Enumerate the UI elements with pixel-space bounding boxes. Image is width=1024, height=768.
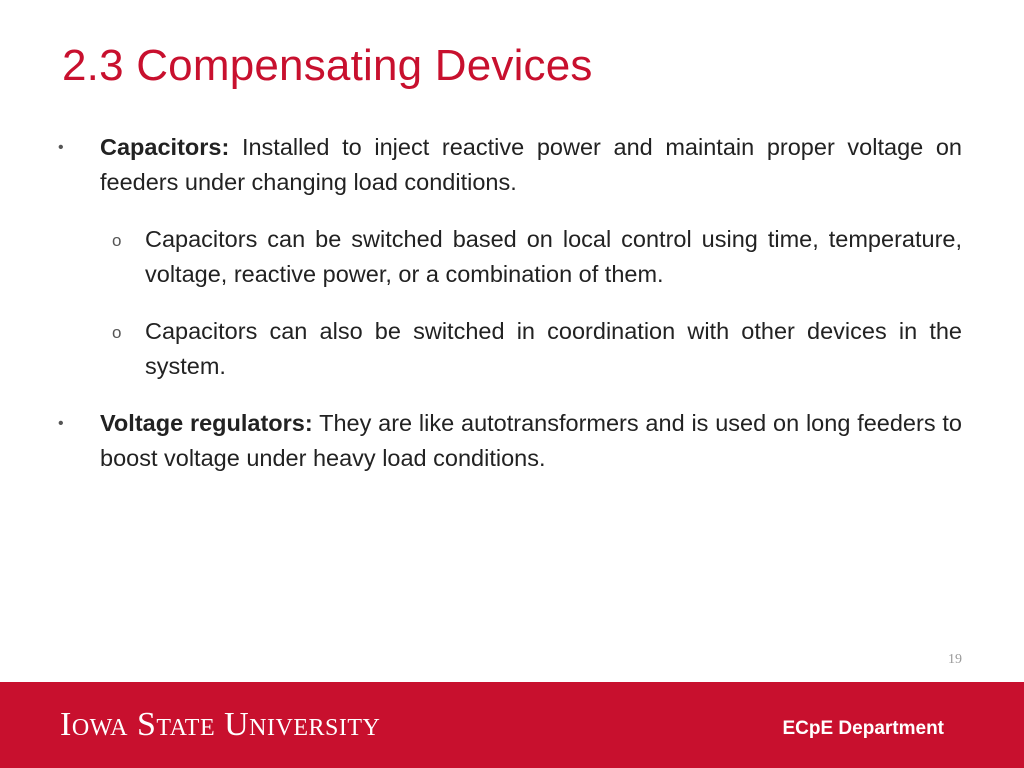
- subbullet-text: Capacitors can be switched based on local control using time, temperature, voltage, reactive power, or a combination of them.: [145, 226, 962, 287]
- footer-bar: [0, 682, 1024, 768]
- bullet-text: Installed to inject reactive power and maintain proper voltage on feeders under changing load conditions.: [100, 134, 962, 195]
- bullet-marker: •: [58, 415, 64, 432]
- bullet-label: Voltage regulators:: [100, 410, 313, 436]
- university-logo-text: Iowa State University: [60, 706, 381, 743]
- bullet-item-capacitors: [58, 130, 962, 200]
- bullet-marker: •: [58, 139, 64, 156]
- slide-content: [58, 130, 962, 476]
- subbullet-marker: o: [112, 323, 122, 342]
- page-number: 19: [948, 652, 962, 667]
- subbullet-item: [58, 222, 962, 292]
- bullet-item-voltage-regulators: [58, 406, 962, 476]
- subbullet-item: [58, 314, 962, 384]
- subbullet-marker: o: [112, 231, 122, 250]
- slide-title: 2.3 Compensating Devices: [62, 41, 593, 90]
- bullet-label: Capacitors:: [100, 134, 230, 160]
- department-label: ECpE Department: [782, 718, 944, 739]
- bullet-text: They are like autotransformers and is used on long feeders to boost voltage under heavy load conditions.: [100, 410, 962, 471]
- subbullet-text: Capacitors can also be switched in coordination with other devices in the system.: [145, 318, 962, 379]
